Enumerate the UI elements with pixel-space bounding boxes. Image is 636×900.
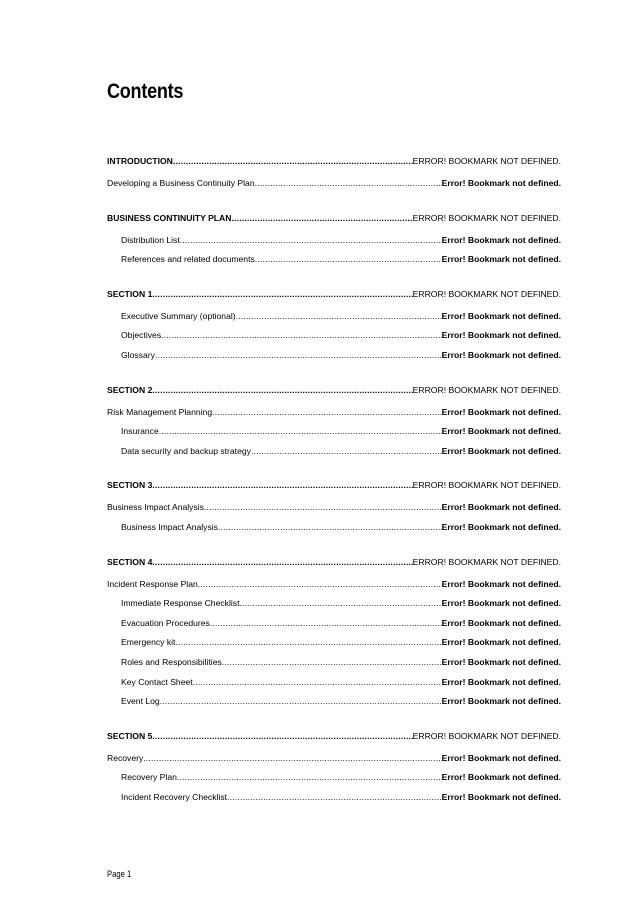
toc-dot-leader [160, 695, 442, 707]
toc-entry-title: SECTION 3 [107, 480, 153, 491]
toc-page-reference: ERROR! BOOKMARK NOT DEFINED. [412, 212, 561, 223]
toc-page-reference: Error! Bookmark not defined. [441, 406, 561, 417]
toc-dot-leader [159, 425, 442, 437]
toc-entry[interactable] [107, 177, 561, 197]
toc-group-spacer [107, 541, 561, 556]
toc-entry-title: Key Contact Sheet [121, 676, 193, 687]
toc-entry[interactable] [107, 234, 561, 254]
toc-entry-title: Event Log [121, 696, 160, 707]
toc-entry-heading[interactable] [107, 288, 561, 310]
toc-entry[interactable] [107, 501, 561, 521]
toc-page-reference: Error! Bookmark not defined. [441, 752, 561, 763]
toc-page-reference: Error! Bookmark not defined. [441, 254, 561, 265]
toc-page-reference: Error! Bookmark not defined. [441, 637, 561, 648]
page-number-footer: Page 1 [107, 869, 132, 879]
toc-page-reference: ERROR! BOOKMARK NOT DEFINED. [412, 556, 561, 567]
toc-dot-leader [152, 556, 412, 568]
toc-dot-leader [155, 349, 442, 361]
toc-page-reference: Error! Bookmark not defined. [441, 330, 561, 341]
toc-dot-leader [239, 597, 441, 609]
toc-entry-title: Incident Recovery Checklist [121, 791, 228, 802]
toc-page-reference: Error! Bookmark not defined. [441, 578, 561, 589]
toc-dot-leader [204, 501, 442, 513]
toc-page-reference: Error! Bookmark not defined. [441, 234, 561, 245]
toc-entry[interactable] [107, 597, 561, 617]
toc-group-spacer [107, 273, 561, 288]
toc-page-reference: Error! Bookmark not defined. [441, 656, 561, 667]
toc-dot-leader [161, 329, 442, 341]
toc-page-reference: ERROR! BOOKMARK NOT DEFINED. [412, 730, 561, 741]
toc-dot-leader [143, 752, 441, 764]
toc-entry[interactable] [107, 636, 561, 656]
toc-page-reference: ERROR! BOOKMARK NOT DEFINED. [412, 480, 561, 491]
toc-page-reference: Error! Bookmark not defined. [441, 772, 561, 783]
toc-dot-leader [152, 384, 412, 396]
toc-dot-leader [251, 445, 442, 457]
toc-entry-title: Business Impact Analysis [121, 521, 218, 532]
toc-group-spacer [107, 197, 561, 212]
toc-page-reference: Error! Bookmark not defined. [441, 349, 561, 360]
toc-group-spacer [107, 715, 561, 730]
toc-dot-leader [236, 310, 442, 322]
toc-entry[interactable] [107, 676, 561, 696]
toc-entry-title: Roles and Responsibilities [121, 656, 222, 667]
toc-entry-title: BUSINESS CONTINUITY PLAN [107, 212, 232, 223]
toc-entry-title: Distribution List [121, 234, 180, 245]
toc-page-reference: ERROR! BOOKMARK NOT DEFINED. [412, 384, 561, 395]
toc-entry-heading[interactable] [107, 730, 561, 752]
toc-entry-title: References and related documents [121, 254, 255, 265]
toc-entry-title: Incident Response Plan [107, 578, 198, 589]
toc-page-reference: Error! Bookmark not defined. [441, 178, 561, 188]
toc-entry-heading[interactable] [107, 212, 561, 234]
toc-entry[interactable] [107, 656, 561, 676]
toc-dot-leader [152, 730, 412, 742]
toc-entry-title: SECTION 2 [107, 384, 153, 395]
toc-page-reference: Error! Bookmark not defined. [441, 310, 561, 321]
toc-entry-title: Insurance [121, 426, 159, 437]
toc-dot-leader [212, 406, 442, 418]
toc-page-reference: Error! Bookmark not defined. [441, 598, 561, 609]
toc-dot-leader [255, 177, 442, 189]
toc-entry-title: Objectives [121, 330, 162, 341]
toc-entry-title: Recovery [107, 752, 144, 763]
toc-entry-title: Risk Management Planning [107, 406, 213, 417]
toc-group-spacer [107, 369, 561, 384]
toc-entry-title: Data security and backup strategy [121, 445, 251, 456]
toc-group-spacer [107, 464, 561, 479]
toc-entry[interactable] [107, 310, 561, 330]
toc-page-reference: Error! Bookmark not defined. [441, 445, 561, 456]
toc-entry[interactable] [107, 791, 561, 811]
toc-dot-leader [218, 521, 442, 533]
table-of-contents [107, 155, 561, 810]
toc-entry-heading[interactable] [107, 479, 561, 501]
toc-page-reference: Error! Bookmark not defined. [441, 502, 561, 513]
toc-entry[interactable] [107, 617, 561, 637]
toc-page-reference: ERROR! BOOKMARK NOT DEFINED. [412, 288, 561, 299]
toc-dot-leader [173, 155, 413, 167]
toc-dot-leader [152, 288, 412, 300]
toc-entry-title: SECTION 1 [107, 288, 153, 299]
toc-page-reference: Error! Bookmark not defined. [441, 521, 561, 532]
toc-entry-title: Glossary [121, 349, 155, 360]
toc-entry[interactable] [107, 425, 561, 445]
toc-entry-heading[interactable] [107, 384, 561, 406]
toc-entry-title: INTRODUCTION [107, 156, 173, 166]
toc-entry-title: Evacuation Procedures [121, 617, 210, 628]
toc-entry[interactable] [107, 695, 561, 715]
toc-entry[interactable] [107, 349, 561, 369]
toc-entry-title: SECTION 5 [107, 730, 153, 741]
toc-entry-title: Executive Summary (optional) [121, 310, 236, 321]
toc-entry-title: SECTION 4 [107, 556, 153, 567]
toc-dot-leader [180, 234, 442, 246]
toc-entry[interactable] [107, 752, 561, 772]
toc-entry[interactable] [107, 771, 561, 791]
page-title: Contents [107, 80, 184, 103]
toc-entry[interactable] [107, 521, 561, 541]
toc-entry-title: Recovery Plan [121, 772, 177, 783]
toc-dot-leader [231, 212, 412, 224]
toc-dot-leader [255, 253, 442, 265]
toc-page-reference: Error! Bookmark not defined. [441, 617, 561, 628]
toc-dot-leader [152, 479, 412, 491]
toc-entry-title: Emergency kit [121, 637, 176, 648]
toc-dot-leader [227, 791, 442, 803]
toc-entry[interactable] [107, 329, 561, 349]
toc-page-reference: Error! Bookmark not defined. [441, 426, 561, 437]
toc-dot-leader [222, 656, 442, 668]
toc-dot-leader [210, 617, 442, 629]
toc-dot-leader [198, 578, 442, 590]
toc-entry-heading[interactable] [107, 556, 561, 578]
toc-entry[interactable] [107, 578, 561, 598]
toc-entry-title: Developing a Business Continuity Plan [107, 178, 255, 188]
toc-entry-title: Immediate Response Checklist [121, 598, 240, 609]
toc-page-reference: Error! Bookmark not defined. [441, 791, 561, 802]
toc-entry[interactable] [107, 445, 561, 465]
toc-page-reference: Error! Bookmark not defined. [441, 676, 561, 687]
toc-entry-title: Business Impact Analysis [107, 502, 204, 513]
toc-dot-leader [177, 771, 442, 783]
toc-page-reference: Error! Bookmark not defined. [441, 696, 561, 707]
toc-page-reference: ERROR! BOOKMARK NOT DEFINED. [412, 156, 561, 166]
toc-entry[interactable] [107, 253, 561, 273]
toc-dot-leader [175, 636, 441, 648]
toc-dot-leader [193, 676, 442, 688]
toc-entry-heading[interactable] [107, 155, 561, 177]
toc-entry[interactable] [107, 406, 561, 426]
